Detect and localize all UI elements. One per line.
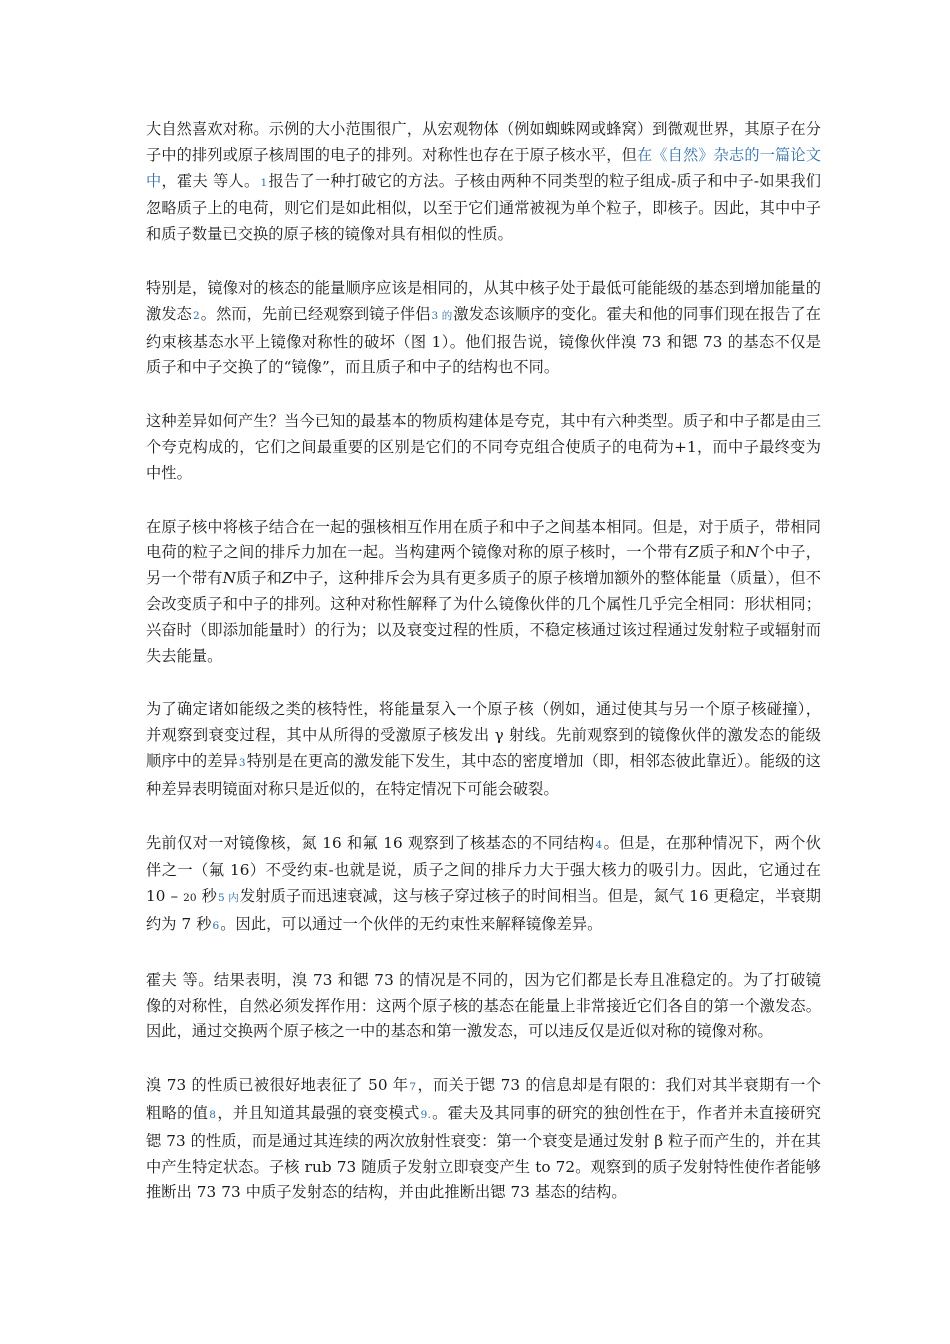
paragraph-text: 发射质子而迅速衰减，这与核子穿过核子的时间相当。但是，氮气 16 更稳定，半衰期约为 7 秒 [146, 887, 822, 933]
paragraph-text: 在原子核中将核子结合在一起的强核相互作用在质子和中子之间基本相同。但是，对于质子，带相同电荷的粒子之间的排斥力加在一起。当构建两个镜像对称的原子核时，一个带有 [146, 517, 821, 562]
paragraph-5 [146, 697, 821, 802]
reference-9-link[interactable]: 9. [420, 1108, 431, 1121]
article-body [146, 117, 821, 1234]
reference-2-link[interactable]: 2 [192, 309, 200, 322]
variable-z: Z [281, 569, 293, 588]
nature-paper-link[interactable]: 在《自然》杂志的一篇论文中 [146, 145, 822, 190]
paragraph-text: 。然而，先前已经观察到镜子伴侣 [200, 304, 431, 323]
paragraph-4 [146, 515, 821, 670]
paragraph-text: 大自然喜欢对称。示例的大小范围很广，从宏观物体（例如蜘蛛网或蜂窝）到微观世界，其原子在分子中的排列或原子核周围的电子的排列。对称性也存在于原子核水平，但 [146, 120, 821, 164]
paragraph-text: 。因此，可以通过一个伙伴的无约束性来解释镜像差异。 [220, 914, 603, 933]
paragraph-text: 中子，这种排斥会为具有更多质子的原子核增加额外的整体能量（质量），但不会改变质子和中子的排列。这种对称性解释了为什么镜像伙伴的几个属性几乎完全相同：形状相同；兴奋时（即添加能量时）的行为；以及衰变过程的性质，不稳定核通过该过程通过发射粒子或辐射而失去能量。 [146, 569, 822, 665]
paragraph-text: ，霍夫 等人。 [161, 171, 260, 190]
reference-8-link[interactable]: 8 [209, 1108, 217, 1121]
paragraph-8 [146, 1073, 821, 1206]
paragraph-text: 为了确定诸如能级之类的核特性，将能量泵入一个原子核（例如，通过使其与另一个原子核碰撞），并观察到衰变过程，其中从所得的受激原子核发出 γ 射线。先前观察到的镜像伙伴的激发态的能级顺序中的差异 [146, 700, 821, 770]
reference-5-link[interactable]: 5 内 [218, 892, 239, 905]
paragraph-text: 质子和 [235, 569, 282, 588]
reference-4-link[interactable]: 4 [595, 838, 603, 851]
paragraph-text: 质子和 [698, 543, 746, 562]
reference-6-link[interactable]: 6 [212, 919, 220, 932]
reference-1-link[interactable]: 1 [260, 176, 268, 189]
reference-7-link[interactable]: 7 [409, 1081, 417, 1094]
paragraph-text: 。霍夫及其同事的研究的独创性在于，作者并未直接研究锶 73 的性质，而是通过其连续的两次放射性衰变：第一个衰变是通过发射 β 粒子而产生的，并在其中产生特定状态。子核 rub 73 随质子发射立即衰变产生 to 72。观察到的质子发射特性使作者能够推断出 73 73 中质子发射态的结构，并由此推断出锶 73 基态的结构。 [146, 1103, 822, 1202]
paragraph-3: 这种差异如何产生？当今已知的最基本的物质构建体是夸克，其中有六种类型。质子和中子都是由三个夸克构成的，它们之间最重要的区别是它们的不同夸克组合使质子的电荷为+1，而中子最终变为中性。 [146, 412, 821, 482]
paragraph-2 [146, 276, 821, 381]
paragraph-text: ，并且知道其最强的衰变模式 [217, 1103, 420, 1122]
paragraph-text: 特别是，镜像对的核态的能量顺序应该是相同的，从其中核子处于最低可能能级的基态到增加能量的激发态 [146, 278, 821, 323]
variable-n: N [222, 569, 236, 588]
variable-z: Z [688, 543, 699, 562]
reference-3-link[interactable]: 3 [238, 756, 246, 769]
paragraph-text: 激发态该顺序的变化。霍夫和他的同事们现在报告了在约束核基态水平上镜像对称性的破坏（图 1）。他们报告说，镜像伙伴溴 73 和锶 73 的基态不仅是质子和中子交换了的“镜像”，而且质子和中子的结构也不同。 [146, 304, 821, 377]
paragraph-text: 报告了一种打破它的方法。子核由两种不同类型的粒子组成-质子和中子-如果我们忽略质子上的电荷，则它们是如此相似，以至于它们通常被视为单个粒子，即核子。因此，其中中子和质子数量已交换的原子核的镜像对具有相似的性质。 [146, 171, 821, 244]
paragraph-text: 特别是在更高的激发能下发生，其中态的密度增加（即，相邻态彼此靠近）。能级的这种差异表明镜面对称只是近似的，在特定情况下可能会破裂。 [146, 751, 821, 798]
paragraph-text: 。但是，在那种情况下，两个伙伴之一（氟 16）不受约束-也就是说，质子之间的排斥力大于强大核力的吸引力。因此，它通过在 10 – [146, 833, 821, 906]
variable-n: N [745, 543, 760, 562]
paragraph-text: 秒 [196, 887, 218, 906]
exponent-text: 20 [183, 892, 197, 905]
paragraph-text: 溴 73 的性质已被很好地表征了 50 年 [146, 1076, 409, 1095]
paragraph-text: 先前仅对一对镜像核，氮 16 和氟 16 观察到了核基态的不同结构 [146, 833, 595, 852]
paragraph-1 [146, 117, 821, 248]
paragraph-text: 个中子，另一个带有 [146, 543, 821, 588]
paragraph-6 [146, 831, 821, 940]
reference-3-link[interactable]: 3 的 [431, 309, 453, 322]
paragraph-text: ，而关于锶 73 的信息却是有限的：我们对其半衰期有一个粗略的值 [146, 1076, 822, 1122]
paragraph-7: 霍夫 等。结果表明，溴 73 和锶 73 的情况是不同的，因为它们都是长寿且准稳定的。为了打破镜像的对称性，自然必须发挥作用：这两个原子核的基态在能量上非常接近它们各自的第一个激发态。因此，通过交换两个原子核之一中的基态和第一激发态，可以违反仅是近似对称的镜像对称。 [146, 970, 821, 1041]
